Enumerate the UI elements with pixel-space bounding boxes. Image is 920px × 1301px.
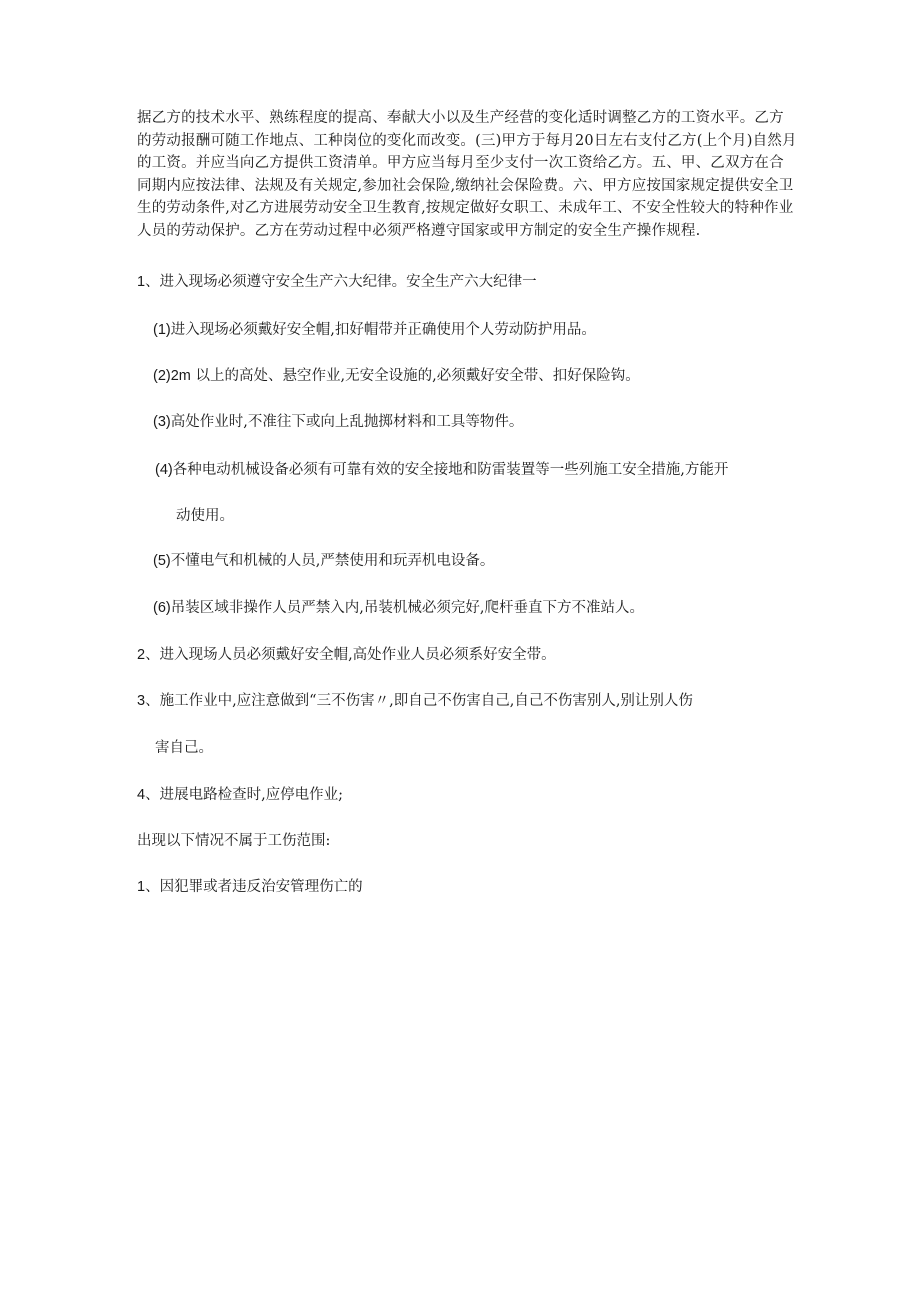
sub-item-4-continuation [176,506,234,526]
sub-item-number: (4) [155,462,173,478]
list-item-text: 进入现场人员必须戴好安全帽,高处作业人员必须系好安全带。 [159,647,556,663]
sub-item-5 [153,551,494,571]
list-item-number: 1、 [137,274,160,290]
sub-item-3 [153,412,523,432]
sub-item-text: 进入现场必须戴好安全帽,扣好帽带并正确使用个人劳动防护用品。 [170,322,596,338]
sub-item-1 [153,320,596,340]
section-heading [137,831,330,851]
list-item-text: 施工作业中,应注意做到“三不伤害〃,即自己不伤害自己,自己不伤害别人,别让别人伤 [159,693,693,709]
list-item-2 [137,645,556,665]
sub-item-2 [153,366,640,386]
intro-text: 据乙方的技术水平、熟练程度的提高、奉献大小以及生产经营的变化适时调整乙方的工资水平。乙方的劳动报酬可随工作地点、工种岗位的变化而改变。(三)甲方于每月20日左右支付乙方(上个月)自然月的工资。并应当向乙方提供工资清单。甲方应当每月至少支付一次工资给乙方。五、甲、乙双方在合同期内应按法律、法规及有关规定,参加社会保险,缴纳社会保险费。六、甲方应按国家规定提供安全卫生的劳动条件,对乙方进展劳动安全卫生教育,按规定做好女职工、未成年工、不安全性较大的特种作业人员的劳动保护。乙方在劳动过程中必须严格遵守国家或甲方制定的安全生产操作规程. [137,110,797,239]
sub-item-6 [153,598,644,618]
list-item-text: 因犯罪或者违反治安管理伤亡的 [159,879,363,895]
list-item-number: 4、 [137,787,160,803]
sub-item-text: 吊装区域非操作人员严禁入内,吊装机械必须完好,爬杆垂直下方不准站人。 [170,600,644,616]
sub-item-text: 高处作业时,不准往下或向上乱抛掷材料和工具等物件。 [170,414,524,430]
list-item-5 [137,877,363,897]
list-item-3 [137,691,693,711]
sub-item-text: 各种电动机械设备必须有可靠有效的安全接地和防雷装置等一些列施工安全措施,方能开 [172,462,729,478]
list-item-3-continuation [155,738,213,758]
sub-item-4 [155,460,728,480]
list-item-text: 害自己。 [155,740,213,756]
list-item-number: 3、 [137,693,160,709]
list-item-1 [137,272,537,292]
section-heading-text: 出现以下情况不属于工伤范围: [137,833,331,849]
sub-item-text: 以上的高处、悬空作业,无安全设施的,必须戴好安全带、扣好保险钩。 [190,368,640,384]
list-item-4 [137,785,343,805]
sub-item-number: (5) [153,553,171,569]
sub-item-text: 不懂电气和机械的人员,严禁使用和玩弄机电设备。 [170,553,495,569]
sub-item-number: (3) [153,414,171,430]
list-item-number: 1、 [137,879,160,895]
intro-paragraph [137,107,797,242]
list-item-text: 进展电路检查时,应停电作业; [159,787,344,803]
list-item-text: 进入现场必须遵守安全生产六大纪律。安全生产六大纪律一 [159,274,537,290]
sub-item-number: (2)2m [153,368,191,384]
sub-item-number: (1) [153,322,171,338]
sub-item-text: 动使用。 [176,508,234,524]
sub-item-number: (6) [153,600,171,616]
list-item-number: 2、 [137,647,160,663]
